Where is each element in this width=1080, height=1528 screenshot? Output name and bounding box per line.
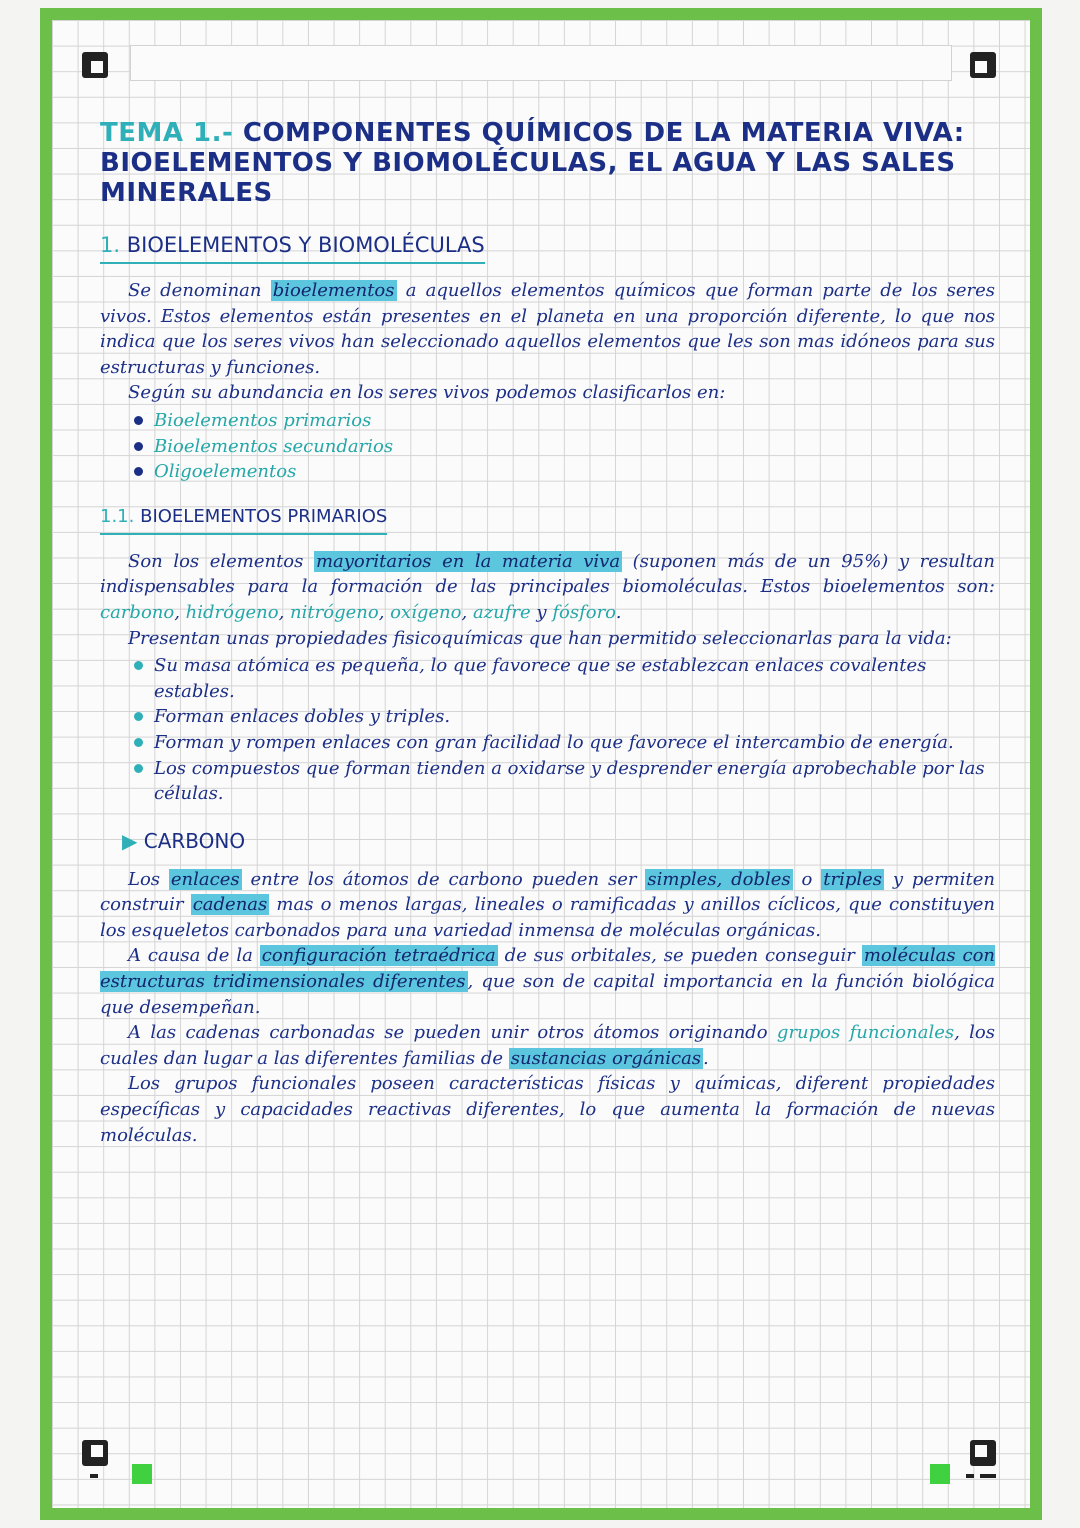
- subheading-carbono: [122, 829, 995, 853]
- list-item: Forman enlaces dobles y triples.: [132, 704, 995, 730]
- scan-marker-top-left-icon: [82, 52, 108, 78]
- element-name: oxígeno: [390, 601, 462, 623]
- paragraph-clasificacion: Según su abundancia en los seres vivos podemos clasificarlos en:: [128, 382, 726, 404]
- paragraph-bioelementos: [100, 278, 995, 380]
- element-name: carbono: [100, 601, 175, 623]
- highlighted-term: bioelementos: [272, 280, 395, 301]
- section-heading-1-1: [100, 503, 387, 535]
- triangle-bullet-icon: ▶: [122, 828, 138, 853]
- bioelement-types-list: [100, 408, 995, 485]
- page-title: [100, 118, 995, 208]
- section-number: 1.1.: [100, 505, 135, 527]
- element-name: azufre: [472, 601, 531, 623]
- paragraph-configuracion: [100, 943, 995, 1020]
- text: y permiten construir: [100, 868, 995, 916]
- paragraph-funcionales: Los grupos funcionales poseen características físicas y químicas, diferent propiedades específicas y capacidades reactivas diferentes, lo que aumenta la formación de nuevas moléculas.: [100, 1073, 995, 1146]
- list-item: Bioelementos primarios: [132, 408, 995, 434]
- paragraph-enlaces: [100, 867, 995, 944]
- scan-marker-bottom-left-icon: [82, 1440, 108, 1466]
- text: A las cadenas carbonadas se pueden unir otros átomos originando: [128, 1022, 768, 1044]
- list-item: Su masa atómica es pequeña, lo que favorece que se establezcan enlaces covalentes estables.: [132, 653, 995, 704]
- green-square-left: [132, 1464, 152, 1484]
- highlighted-term: enlaces: [170, 868, 240, 890]
- section-title: BIOELEMENTOS PRIMARIOS: [140, 505, 388, 527]
- section-title: BIOELEMENTOS Y BIOMOLÉCULAS: [126, 233, 485, 257]
- highlighted-term: moléculas con estructuras tridimensionales diferentes: [100, 945, 995, 993]
- highlighted-term: sustancias orgánicas: [510, 1047, 702, 1069]
- properties-list: [100, 653, 995, 807]
- text: y: [536, 601, 547, 623]
- scan-marker-bottom-right-icon: [970, 1440, 996, 1466]
- marker-dash: [980, 1474, 996, 1478]
- element-name: hidrógeno: [185, 601, 279, 623]
- paragraph-primarios: Son los elementos mayoritarios en la materia viva (suponen más de un 95%) y resultan indispensables para la formación de las principales biomoléculas. Estos bioelementos son: carbono, hidrógeno, nitrógeno, oxígeno, azufre y fósforo.: [100, 550, 996, 623]
- text: , los cuales dan lugar a las diferentes familias de: [100, 1022, 996, 1069]
- highlighted-term: simples, dobles: [647, 868, 791, 890]
- marker-dash: [966, 1474, 974, 1478]
- text: A causa de la: [128, 945, 253, 967]
- text: o: [801, 868, 813, 890]
- paragraph-propiedades: Presentan unas propiedades fisicoquímicas que han permitido seleccionarlas para la vida:: [128, 627, 952, 649]
- subheading-text: CARBONO: [143, 828, 246, 853]
- list-item: Los compuestos que forman tienden a oxidarse y desprender energía aprobechable por las células.: [132, 756, 995, 807]
- section-number: 1.: [100, 233, 121, 257]
- highlighted-term: mayoritarios en la materia viva: [315, 550, 621, 572]
- title-lead: TEMA 1.-: [100, 118, 234, 148]
- marker-dash: [90, 1474, 98, 1478]
- element-name: fósforo: [552, 601, 616, 623]
- title-main: COMPONENTES QUÍMICOS DE LA MATERIA VIVA: BIOELEMENTOS Y BIOMOLÉCULAS, EL AGUA Y LAS SALES MINERALES: [100, 118, 965, 208]
- paragraph-grupos: [100, 1020, 995, 1071]
- text: Se denominan: [128, 280, 262, 301]
- element-name: nitrógeno: [290, 601, 379, 623]
- highlighted-term: triples: [823, 868, 883, 890]
- text: Los: [128, 868, 161, 890]
- text: a aquellos elementos químicos que forman parte de los seres vivos. Estos elementos están presentes en el planeta en una proporción diferente, lo que nos indica que los seres vivos han seleccionado aquellos elementos que les son mas idóneos para sus estructuras y funciones.: [100, 280, 996, 378]
- highlighted-term: configuración tetraédrica: [261, 945, 496, 967]
- teal-term: grupos funcionales: [776, 1022, 955, 1044]
- scan-marker-top-right-icon: [970, 52, 996, 78]
- header-box: [130, 45, 952, 81]
- text: de sus orbitales, se pueden conseguir: [504, 945, 855, 967]
- list-item: Bioelementos secundarios: [132, 434, 995, 460]
- green-square-right: [930, 1464, 950, 1484]
- list-item: Forman y rompen enlaces con gran facilidad lo que favorece el intercambio de energía.: [132, 730, 995, 756]
- notes-content: [100, 118, 995, 1148]
- highlighted-term: cadenas: [192, 894, 268, 916]
- text: , que son de capital importancia en la función biológica que desempeñan.: [100, 971, 995, 1018]
- text: entre los átomos de carbono pueden ser: [250, 868, 637, 890]
- text: .: [703, 1047, 709, 1069]
- section-heading-1: [100, 230, 485, 264]
- text: Son los elementos: [128, 550, 304, 572]
- text: mas o menos largas, lineales o ramificadas y anillos cíclicos, que constituyen los esqueletos carbonados para una variedad inmensa de moléculas orgánicas.: [100, 894, 995, 941]
- text: (suponen más de un 95%) y resultan indispensables para la formación de las principales biomoléculas. Estos bioelementos son:: [100, 550, 996, 598]
- list-item: Oligoelementos: [132, 459, 995, 485]
